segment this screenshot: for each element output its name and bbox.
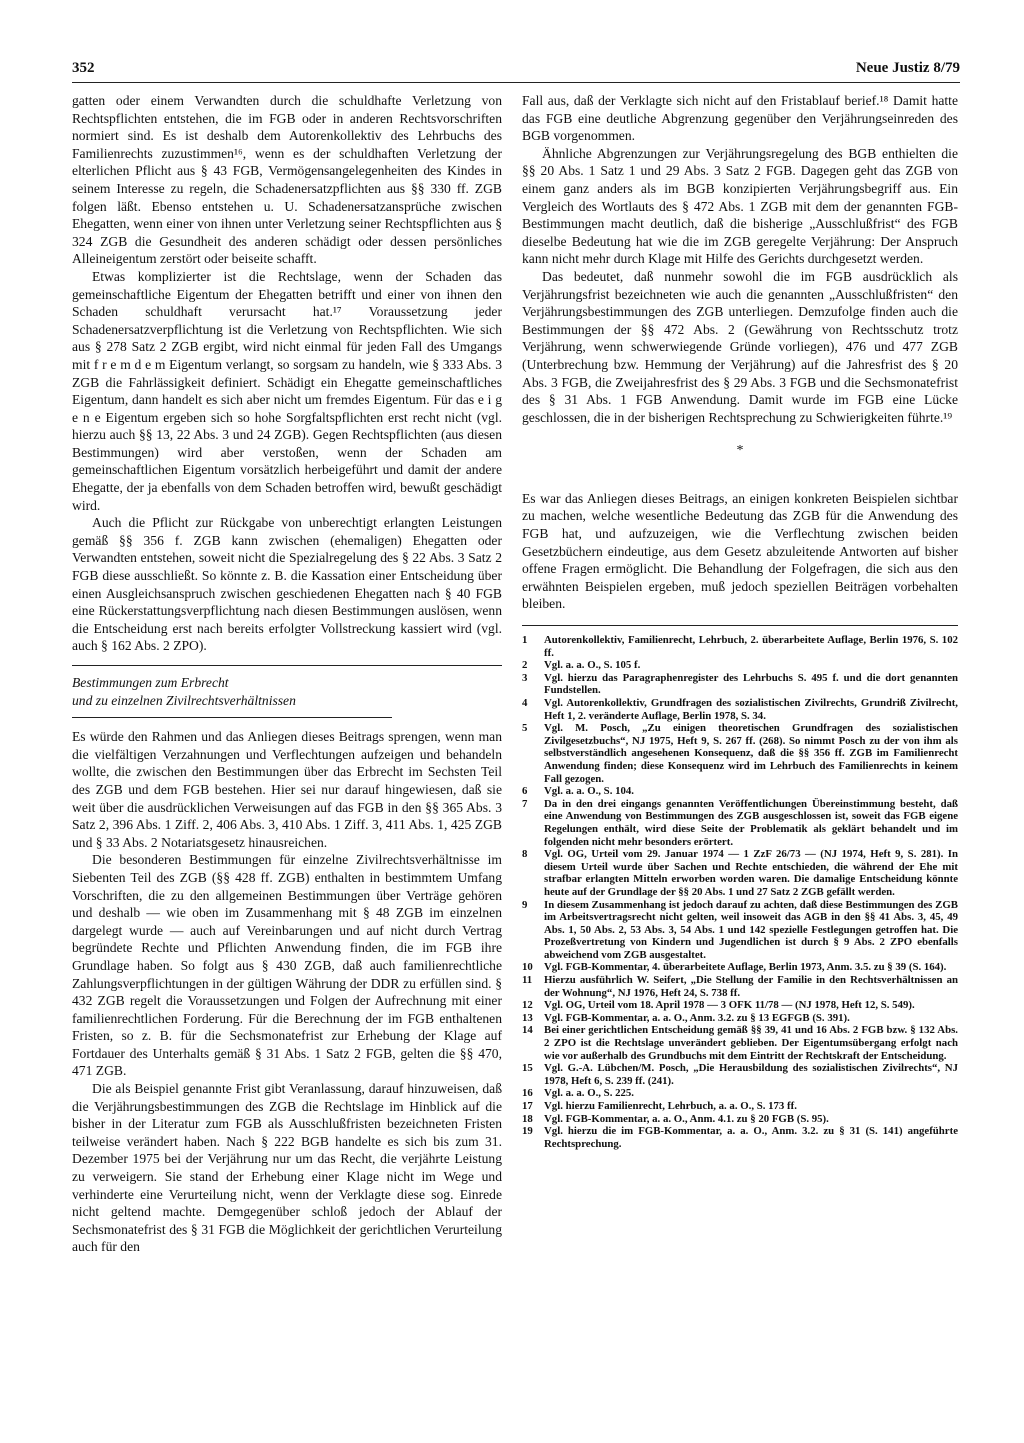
footnote-text: Vgl. OG, Urteil vom 29. Januar 1974 — 1 ZzF 26/73 — (NJ 1974, Heft 9, S. 281). In diesem Urteil wurde über Sachen und Rechte entschieden, die während der Ehe mit strafbar erlangten Mitteln erworben worden waren. Die damalige Entscheidung könnte heute auf der Grundlage der §§ 20 Abs. 1 und 27 Satz 2 ZGB gefällt werden. [544, 848, 958, 898]
footnote-item [522, 1062, 958, 1087]
footnote-number: 10 [522, 961, 533, 974]
footnote-text: Vgl. hierzu das Paragraphenregister des Lehrbuchs S. 495 f. und die dort genannten Fundstellen. [544, 671, 958, 697]
footnote-item [522, 697, 958, 722]
footnote-item [522, 1087, 958, 1100]
footnote-item [522, 974, 958, 999]
footnote-text: Vgl. OG, Urteil vom 18. April 1978 — 3 OFK 11/78 — (NJ 1978, Heft 12, S. 549). [544, 999, 915, 1012]
footnote-number: 12 [522, 999, 533, 1012]
footnote-text: Autorenkollektiv, Familienrecht, Lehrbuch, 2. überarbeitete Auflage, Berlin 1976, S. 102 ff. [544, 634, 958, 659]
body-paragraph: Ähnliche Abgrenzungen zur Verjährungsregelung des BGB enthielten die §§ 20 Abs. 1 Satz 1 und 29 Abs. 3 Satz 2 FGB. Dagegen geht das ZGB von einem ganz anders als im BGB konzipierten Verjährungsbegriff aus. Ein Vergleich des Wortlauts des § 472 Abs. 1 ZGB mit dem der genannten FGB-Bestimmungen macht deutlich, daß die bisherige „Ausschlußfrist“ des FGB dieselbe Bedeutung hat wie die im ZGB geregelte Verjährung: Der Anspruch kann nicht mehr durch Klage mit Hilfe des Gerichts durchgesetzt werden. [522, 145, 958, 267]
footnote-text: Vgl. a. a. O., S. 104. [544, 785, 634, 798]
footnote-number: 8 [522, 848, 528, 861]
body-paragraph: Auch die Pflicht zur Rückgabe von unberechtigt erlangten Leistungen gemäß §§ 356 f. ZGB kann zwischen (ehemaligen) Ehegatten oder Verwandten entstehen, soweit nicht die Spezialregelung des § 22 Abs. 3 Satz 2 FGB diese ausschließt. So könnte z. B. die Kassation einer Entscheidung über einen Ausgleichsanspruch zwischen geschiedenen Ehegatten nach § 40 FGB eine Rückerstattungsverpflichtung nach diesen Bestimmungen auslösen, wenn die Entscheidung erst nach bereits erfolgter Vollstreckung kassiert wird (vgl. auch § 162 Abs. 2 ZPO). [72, 515, 502, 654]
footnote-number: 13 [522, 1011, 533, 1024]
footnote-rule [522, 625, 958, 626]
page-header [72, 60, 960, 82]
footnote-number: 15 [522, 1062, 533, 1075]
footnote-number: 3 [522, 671, 528, 684]
footnote-number: 7 [522, 797, 528, 810]
footnote-text: Bei einer gerichtlichen Entscheidung gemäß §§ 39, 41 und 16 Abs. 2 FGB bzw. § 132 Abs. 2 ZPO ist die Rechtslage unverändert geblieben. Der Eigentumsübergang erfolgt nach wie vor außerhalb des Grundbuchs mit dem Eintritt der Rechtskraft der Entscheidung. [544, 1024, 958, 1062]
footnote-text: Vgl. FGB-Kommentar, a. a. O., Anm. 4.1. zu § 20 FGB (S. 95). [544, 1112, 829, 1125]
footnote-text: Vgl. a. a. O., S. 105 f. [544, 659, 641, 672]
footnote-item [522, 848, 958, 898]
footnote-item [522, 1024, 958, 1062]
footnote-item [522, 798, 958, 848]
footnote-number: 17 [522, 1100, 533, 1112]
page-number: 352 [72, 60, 95, 76]
section-heading-line-2: und zu einzelnen Zivilrechtsverhältnissen [72, 692, 296, 708]
footnote-text: Vgl. G.-A. Lübchen/M. Posch, „Die Herausbildung des sozialistischen Zivilrechts“, NJ 1978, Heft 6, S. 239 ff. (241). [544, 1062, 958, 1087]
footnote-number: 9 [522, 898, 528, 911]
body-paragraph: Fall aus, daß der Verklagte sich nicht auf den Fristablauf berief.¹⁸ Damit hatte das FGB eine deutliche Abgrenzung gegenüber den Verjährungseinreden des BGB vorgenommen. [522, 93, 958, 144]
footnote-item [522, 785, 958, 798]
footnote-text: Vgl. Autorenkollektiv, Grundfragen des sozialistischen Zivilrechts, Grundriß Zivilrecht, Heft 1, 2. veränderte Auflage, Berlin 1978, S. 34. [544, 697, 958, 722]
footnote-text: Da in den drei eingangs genannten Veröffentlichungen Übereinstimmung besteht, daß eine Anwendung von Bestimmungen des ZGB ausgeschlossen ist, soweit das FGB eigene Regelungen enthält, wird diese Seite der Problematik als geklärt behandelt und im folgenden nicht mehr besonders erörtert. [544, 797, 958, 848]
footnote-item [522, 1012, 958, 1025]
body-paragraph: Das bedeutet, daß nunmehr sowohl die im FGB ausdrücklich als Verjährungsfrist bezeichneten wie auch die genannten „Ausschlußfristen“ den Verjährungsbestimmungen des ZGB unterliegen. Demzufolge finden auch die Bestimmungen der §§ 472 Abs. 2 (Gewährung von Rechtsschutz trotz Verjährung, wenn schwerwiegende Gründe vorliegen), 476 und 477 ZGB (Unterbrechung bzw. Hemmung der Verjährung) auf die Jahresfrist des § 20 Abs. 3 FGB, die Zweijahresfrist des § 29 Abs. 3 FGB und die Sechsmonatefrist des § 31 Abs. 1 FGB Anwendung. Damit wurde im FGB eine Lücke geschlossen, die in der bisherigen Rechtsprechung zu Schwierigkeiten führte.¹⁹ [522, 268, 958, 425]
footnote-number: 11 [522, 974, 533, 987]
body-paragraph: gatten oder einem Verwandten durch die schuldhafte Verletzung von Rechtspflichten entstehen, die im FGB oder in anderen Rechtsvorschriften normiert sind. Es ist deshalb dem Autorenkollektiv des Lehrbuchs des Familienrechts zuzustimmen¹⁶, wenn es der schuldhaften Verletzung der elterlichen Pflicht aus § 43 FGB, Vermögensangelegenheiten des Kindes in seinem Interesse zu regeln, die Schadenersatzpflichten aus §§ 330 ff. ZGB folgen läßt. Ebenso entstehen u. U. Schadenersatzansprüche zwischen Ehegatten, wenn einer von ihnen unter Verletzung seiner Rechtspflichten aus § 324 ZGB die Gesundheit des anderen schädigt oder dessen persönliches Alleineigentum zerstört oder beiseite schafft. [72, 93, 502, 267]
footnote-number: 14 [522, 1024, 533, 1037]
footnote-item [522, 659, 958, 672]
footnote-number: 4 [522, 697, 528, 709]
footnote-text: Vgl. hierzu Familienrecht, Lehrbuch, a. a. O., S. 173 ff. [544, 1100, 797, 1112]
footnote-text: Vgl. hierzu die im FGB-Kommentar, a. a. O., Anm. 3.2. zu § 31 (S. 141) angeführte Rechtsprechung. [544, 1125, 958, 1150]
footnotes-list [522, 634, 958, 1150]
left-column [72, 92, 502, 1256]
footnote-item [522, 1125, 958, 1150]
footnote-text: Vgl. M. Posch, „Zu einigen theoretischen Grundfragen des sozialistischen Zivilgesetzbuchs“, NJ 1975, Heft 9, S. 267 ff. (268). So nimmt Posch zu der von ihm als selbstverständlich angesehenen Konsequenz, daß die §§ 356 ff. ZGB im Familienrecht Anwendung finden; diese Konsequenz wird im Lehrbuch des Familienrechts in keinem Fall gezogen. [544, 722, 958, 785]
footnote-number: 16 [522, 1087, 533, 1100]
footnote-number: 18 [522, 1112, 533, 1125]
footnote-text: Hierzu ausführlich W. Seifert, „Die Stellung der Familie in den Rechtsverhältnissen an der Wohnung“, NJ 1976, Heft 24, S. 738 ff. [544, 974, 958, 999]
footnote-number: 6 [522, 785, 528, 798]
footnote-item [522, 672, 958, 697]
footnote-item [522, 961, 958, 974]
section-heading-line-1: Bestimmungen zum Erbrecht [72, 675, 229, 690]
footnote-item [522, 999, 958, 1012]
footnote-number: 5 [522, 722, 528, 735]
footnote-item [522, 1113, 958, 1126]
footnote-text: In diesem Zusammenhang ist jedoch darauf zu achten, daß diese Bestimmungen des ZGB im Arbeitsvertragsrecht nicht gelten, weil insoweit das AGB in den §§ 41 Abs. 3, 45, 49 Abs. 1, 50 Abs. 2, 53 Abs. 3, 54 Abs. 1 und 142 spezielle Festlegungen getroffen hat. Die Prozeßvertretung von Kindern und Jugendlichen ist durch § 9 Abs. 2 ZPO ebenfalls abweichend vom ZGB ausgestaltet. [544, 898, 958, 961]
footnote-number: 2 [522, 659, 528, 672]
body-paragraph: Etwas komplizierter ist die Rechtslage, wenn der Schaden das gemeinschaftliche Eigentum der Ehegatten betrifft und einer von ihnen den Schaden schuldhaft verursacht hat.¹⁷ Voraussetzung jeder Schadenersatzverpflichtung ist die Verletzung von Rechtspflichten. Wie sich aus § 278 Satz 2 ZGB ergibt, wird nicht einmal für jeden Fall des Umgangs mit f r e m d e m Eigentum verlangt, so sorgsam zu handeln, wie § 333 Abs. 3 ZGB die Fahrlässigkeit definiert. Schädigt ein Ehegatte gemeinschaftliches Eigentum, dann handelt es sich aber nicht um fremdes Eigentum. Für das e i g e n e Eigentum ergeben sich so hohe Sorgfaltspflichten erst recht nicht (vgl. hierzu auch §§ 13, 22 Abs. 3 und 24 ZGB). Gegen Rechtspflichten (aus diesen Bestimmungen) wird aber verstoßen, wenn der Schaden am gemeinschaftlichen Eigentum vorsätzlich herbeigeführt und damit der andere Ehegatte, der ja ebenfalls von dem Schaden betroffen wird, bewußt geschädigt wird. [72, 268, 502, 513]
footnote-text: Vgl. a. a. O., S. 225. [544, 1087, 634, 1100]
body-paragraph: Es würde den Rahmen und das Anliegen dieses Beitrags sprengen, wenn man die vielfältigen Verzahnungen und Verflechtungen aufzeigen und behandeln wollte, die zwischen den Bestimmungen über das Erbrecht im Sechsten Teil des ZGB und dem FGB bestehen. Hier sei nur darauf hingewiesen, daß sie weit über die ausdrücklichen Verweisungen auf das FGB in den §§ 365 Abs. 3 Satz 2, 396 Abs. 1 Ziff. 2, 406 Abs. 3, 410 Abs. 1 Ziff. 3, 411 Abs. 1, 425 ZGB und § 33 Abs. 2 Notariatsgesetz hinausreichen. [72, 729, 502, 850]
section-separator: * [736, 443, 744, 459]
body-paragraph: Die als Beispiel genannte Frist gibt Veranlassung, darauf hinzuweisen, daß die Verjährungsbestimmungen des ZGB die Rechtslage im Hinblick auf die bisher in der Literatur zum FGB als Ausschlußfristen bezeichneten Fristen teilweise verändert haben. Nach § 222 BGB handelte es sich bis zum 31. Dezember 1975 bei der Verjährung nur um das Recht, die verjährte Leistung zu verweigern. Sie stand der Erhebung einer Klage nicht im Wege und verhinderte eine Verurteilung nicht, wenn der Verklagte diese sog. Einrede nicht geltend machte. Demgegenüber schloß jedoch der Ablauf der Sechsmonatefrist des § 31 FGB die Möglichkeit der gerichtlichen Verurteilung auch für den [72, 1081, 502, 1255]
header-rule [72, 82, 960, 83]
footnote-item [522, 899, 958, 962]
journal-title: Neue Justiz 8/79 [855, 60, 960, 76]
body-paragraph: Die besonderen Bestimmungen für einzelne Zivilrechtsverhältnisse im Siebenten Teil des ZGB (§§ 428 ff. ZGB) enthalten in bestimmtem Umfang Vorschriften, die zu den allgemeinen Bestimmungen über Verträge gehören und deshalb — wie oben im Zusammenhang mit § 48 ZGB im einzelnen dargelegt wurde — auch auf Vereinbarungen und auf nicht durch Vertrag begründete Rechte und Pflichten Anwendung finden, die im FGB ihre Grundlage haben. So folgt aus § 430 ZGB, daß auch familienrechtliche Zahlungsverpflichtungen in der gültigen Währung der DDR zu erfüllen sind. § 432 ZGB regelt die Voraussetzungen und Folgen der Aufrechnung mit einer familienrechtlichen Forderung. Für die Berechnung der im FGB enthaltenen Fristen, so z. B. für die Sechsmonatefrist zur Erhebung der Klage auf Fortdauer des Unterhalts gemäß § 31 Abs. 1 Satz 2 FGB, gelten die §§ 470, 471 ZGB. [72, 852, 502, 1079]
closing-paragraph: Es war das Anliegen dieses Beitrags, an einigen konkreten Beispielen sichtbar zu machen, welche wesentliche Bedeutung das ZGB für die Anwendung des FGB hat, und aufzuzeigen, wie die Verflechtung zwischen beiden Gesetzbüchern eindeutige, aus dem Gesetz abzuleitende Antworten auf bisher offene Fragen ermöglicht. Die Behandlung der Folgefragen, die sich aus den erwähnten Beispielen ergeben, muß jedoch speziellen Beiträgen vorbehalten bleiben. [522, 490, 958, 612]
footnote-item [522, 1100, 958, 1113]
right-column [522, 92, 958, 1150]
footnote-item [522, 722, 958, 785]
footnote-item [522, 634, 958, 659]
section-rule [72, 665, 502, 666]
footnote-text: Vgl. FGB-Kommentar, 4. überarbeitete Auflage, Berlin 1973, Anm. 3.5. zu § 39 (S. 164). [544, 961, 947, 974]
footnote-number: 1 [522, 634, 528, 647]
footnote-text: Vgl. FGB-Kommentar, a. a. O., Anm. 3.2. zu § 13 EGFGB (S. 391). [544, 1011, 850, 1024]
section-heading-underline [72, 717, 392, 718]
footnote-number: 19 [522, 1125, 533, 1138]
